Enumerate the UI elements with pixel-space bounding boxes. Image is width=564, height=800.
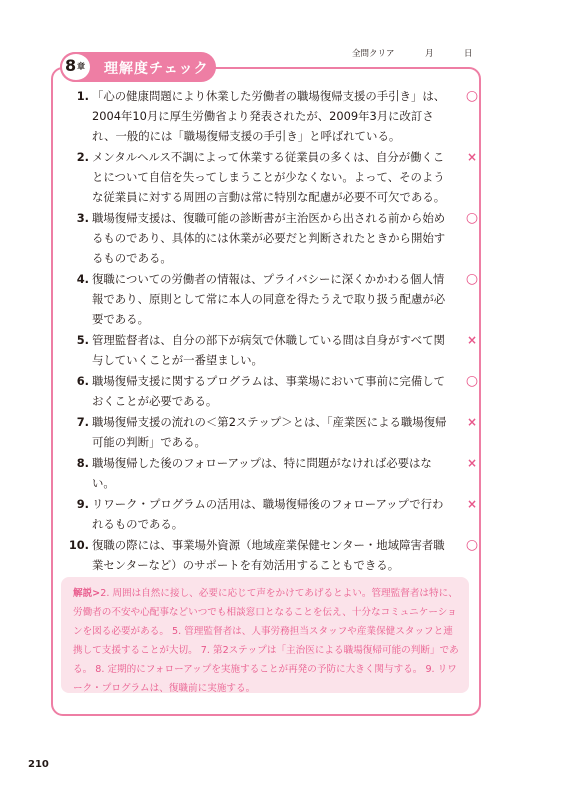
question-text: 復職についての労働者の情報は、プライバシーに深くかかわる個人情報であり、原則として常に本人の同意を得たうえで取り扱う配慮が必要である。 xyxy=(92,272,446,326)
question-number: 10. xyxy=(68,538,89,552)
answer-mark-icon: × xyxy=(466,150,478,164)
question-item xyxy=(67,330,479,370)
explanation-body: 2. 周囲は自然に接し、必要に応じて声をかけてあげるとよい。管理監督者は特に、労働者の不安や心配事などいつでも相談窓口となることを伝え、十分なコミュニケーションを図る必要がある。 5. 管理監督者は、人事労務担当スタッフや産業保健スタッフと連携して支援することが大切。 7. 第2ステップは「主治医による職場復帰可能の判断」である。 8. 定期的にフォローアップを実施することが再発の予防に大きく関与する。 9. リワーク・プログラムは、復職前に実施する。 xyxy=(73,588,459,694)
explanation-heading: 解説> xyxy=(73,588,101,599)
question-text: 職場復帰支援の流れの＜第2ステップ＞とは、「産業医による職場復帰可能の判断」である。 xyxy=(92,415,447,449)
chapter-suffix: 章 xyxy=(77,62,85,71)
question-number: 6. xyxy=(76,374,89,388)
question-item xyxy=(67,371,479,411)
chapter-tab xyxy=(60,52,216,82)
answer-mark-icon: × xyxy=(466,456,478,470)
question-text: 職場復帰支援に関するプログラムは、事業場において事前に完備しておくことが必要である。 xyxy=(92,374,445,408)
answer-mark-icon: ○ xyxy=(465,88,479,104)
answer-mark-icon: ○ xyxy=(465,537,479,553)
question-number: 5. xyxy=(76,333,89,347)
question-item xyxy=(67,412,479,452)
question-item xyxy=(67,86,479,146)
progress-label: 全問クリア xyxy=(352,49,395,59)
answer-mark-icon: × xyxy=(466,333,478,347)
question-text: 「心の健康問題により休業した労働者の職場復帰支援の手引き」は、2004年10月に厚生労働省より発表されたが、2009年3月に改訂され、一般的には「職場復帰支援の手引き」と呼ばれている。 xyxy=(92,89,446,143)
month-label: 月 xyxy=(425,49,434,59)
question-text: メンタルヘルス不調によって休業する従業員の多くは、自分が働くことについて自信を失ってしまうことが少なくない。よって、そのような従業員に対する周囲の言動は常に特別な配慮が必要不可欠である。 xyxy=(92,150,446,204)
question-item xyxy=(67,494,479,534)
question-item xyxy=(67,535,479,575)
question-item xyxy=(67,147,479,207)
chapter-title: 理解度チェック xyxy=(104,61,209,77)
day-label: 日 xyxy=(464,49,473,59)
question-number: 1. xyxy=(76,89,89,103)
answer-mark-icon: ○ xyxy=(465,373,479,389)
question-text: リワーク・プログラムの活用は、職場復帰後のフォローアップで行われるものである。 xyxy=(92,497,444,531)
page-number: 210 xyxy=(28,759,49,770)
question-text: 職場復帰した後のフォローアップは、特に問題がなければ必要はない。 xyxy=(92,456,432,490)
explanation-box xyxy=(61,577,469,693)
question-number: 3. xyxy=(76,211,89,225)
question-number: 7. xyxy=(76,415,89,429)
progress-record xyxy=(352,47,482,61)
question-number: 4. xyxy=(76,272,89,286)
question-item xyxy=(67,208,479,268)
explanation-text xyxy=(73,584,461,698)
answer-mark-icon: ○ xyxy=(465,271,479,287)
question-item xyxy=(67,453,479,493)
question-text: 復職の際には、事業場外資源（地域産業保健センター・地域障害者職業センターなど）のサポートを有効活用することもできる。 xyxy=(92,538,445,572)
answer-mark-icon: ○ xyxy=(465,210,479,226)
answer-mark-icon: × xyxy=(466,497,478,511)
question-number: 2. xyxy=(76,150,89,164)
question-list xyxy=(67,86,479,576)
question-text: 職場復帰支援は、復職可能の診断書が主治医から出される前から始めるものであり、具体的には休業が必要だと判断されたときから開始するものである。 xyxy=(92,211,446,265)
chapter-number: 8 xyxy=(65,56,77,75)
question-item xyxy=(67,269,479,329)
question-number: 9. xyxy=(76,497,89,511)
question-text: 管理監督者は、自分の部下が病気で休職している間は自身がすべて関与していくことが一番望ましい。 xyxy=(92,333,445,367)
question-number: 8. xyxy=(76,456,89,470)
answer-mark-icon: × xyxy=(466,415,478,429)
